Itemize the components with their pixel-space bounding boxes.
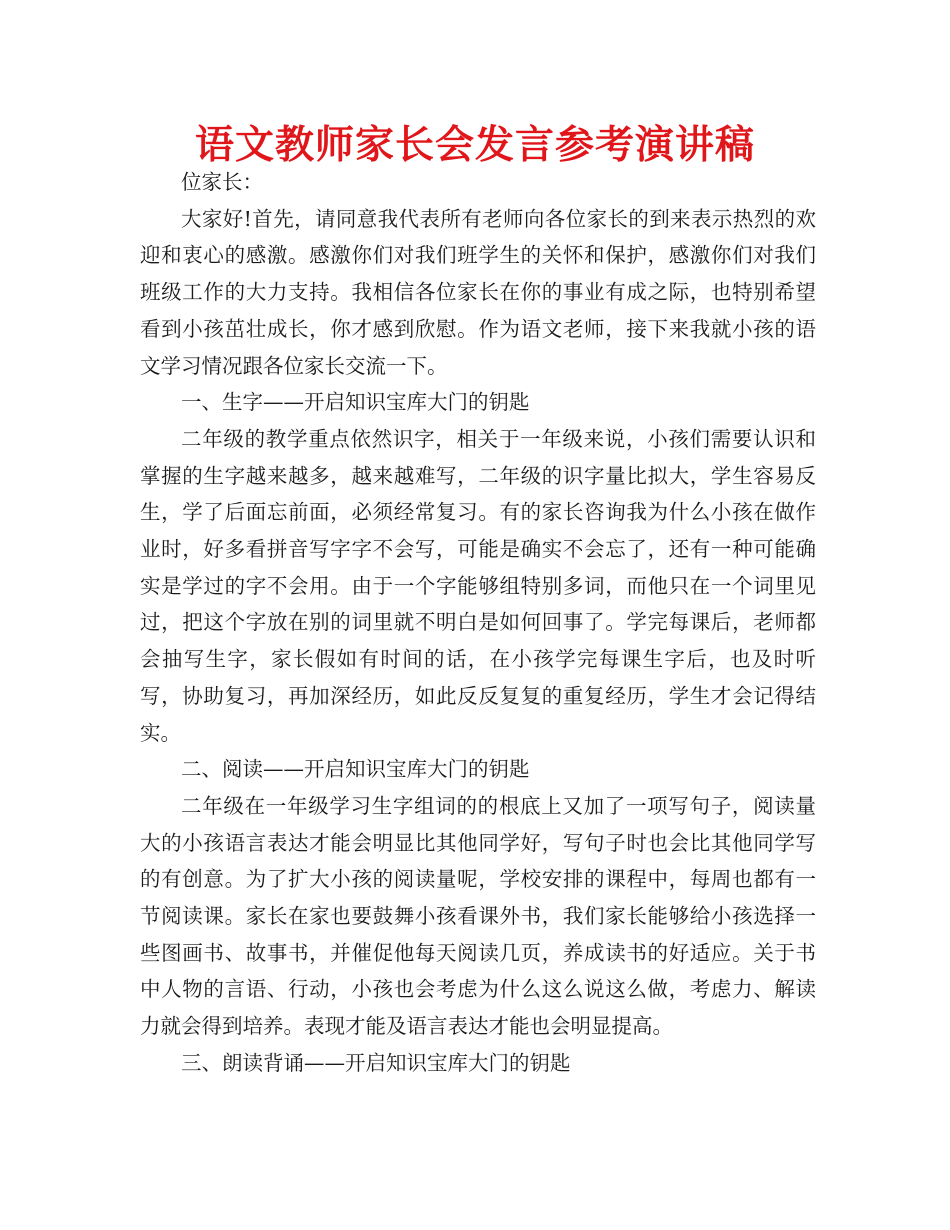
section-paragraph-2: 二年级在一年级学习生字组词的的根底上又加了一项写句子，阅读量大的小孩语言表达才能会明显比其他同学好，写句子时也会比其他同学写的有创意。为了扩大小孩的阅读量呢，学校安排的课程中，每周也都有一节阅读课。家长在家也要鼓舞小孩看课外书，我们家长能够给小孩选择一些图画书、故事书，并催促他每天阅读几页，养成读书的好适应。关于书中人物的言语、行动，小孩也会考虑为什么这么说这么做，考虑力、解读力就会得到培养。表现才能及语言表达才能也会明显提高。 xyxy=(140,793,816,1039)
salutation: 位家长： xyxy=(181,170,263,194)
section-heading-3: 三、朗读背诵——开启知识宝库大门的钥匙 xyxy=(181,1050,571,1075)
section-paragraph-1: 二年级的教学重点依然识字，相关于一年级来说，小孩们需要认识和掌握的生字越来越多，越来越难写，二年级的识字量比拟大，学生容易反生，学了后面忘前面，必须经常复习。有的家长咨询我为什么小孩在做作业时，好多看拼音写字字不会写，可能是确实不会忘了，还有一种可能确实是学过的字不会用。由于一个字能够组特别多词，而他只在一个词里见过，把这个字放在别的词里就不明白是如何回事了。学完每课后，老师都会抽写生字，家长假如有时间的话，在小孩学完每课生字后，也及时听写，协助复习，再加深经历，如此反反复复的重复经历，学生才会记得结实。 xyxy=(140,426,816,745)
document-title: 语文教师家长会发言参考演讲稿 xyxy=(194,122,755,168)
section-heading-1: 一、生字——开启知识宝库大门的钥匙 xyxy=(181,390,530,415)
section-heading-2: 二、阅读——开启知识宝库大门的钥匙 xyxy=(181,757,530,782)
document-body xyxy=(140,164,816,1082)
intro-paragraph: 大家好!首先，请同意我代表所有老师向各位家长的到来表示热烈的欢迎和衷心的感激。感激你们对我们班学生的关怀和保护，感激你们对我们班级工作的大力支持。我相信各位家长在你的事业有成之际，也特别希望看到小孩茁壮成长，你才感到欣慰。作为语文老师，接下来我就小孩的语文学习情况跟各位家长交流一下。 xyxy=(140,206,816,378)
